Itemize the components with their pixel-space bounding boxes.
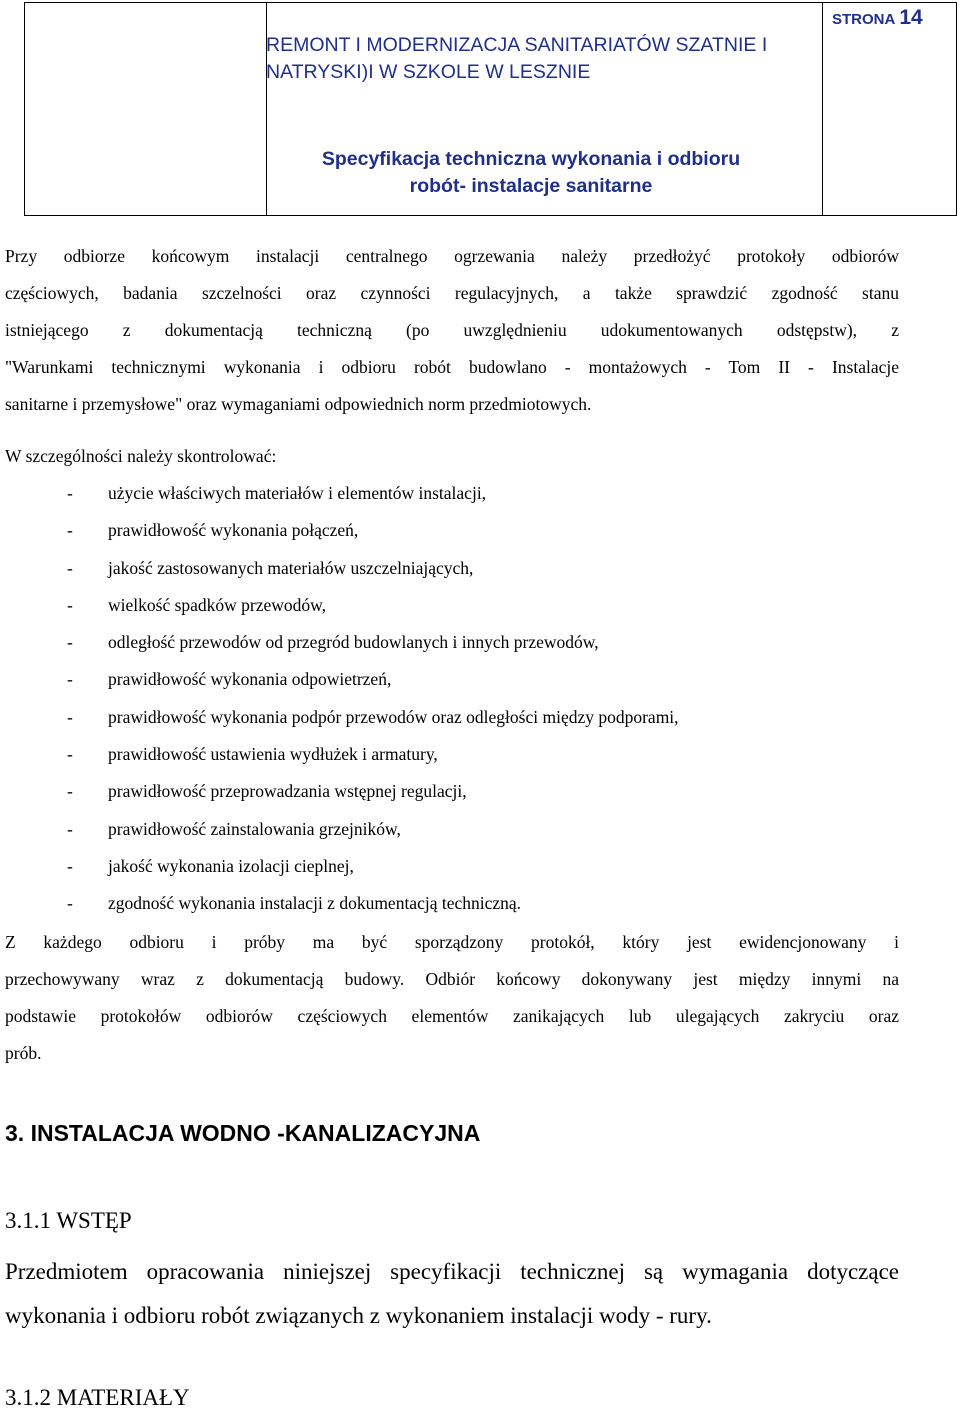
section-heading: 3. INSTALACJA WODNO -KANALIZACYJNA xyxy=(5,1120,481,1146)
list-item xyxy=(0,512,900,549)
list-item xyxy=(0,587,900,624)
text-line: prób. xyxy=(5,1043,42,1063)
paragraph-scope xyxy=(5,1250,899,1338)
list-item-text: prawidłowość wykonania odpowietrzeń, xyxy=(108,669,392,690)
list-dash: - xyxy=(67,520,73,541)
text-line: Z każdego odbioru i próby ma być sporządzony protokół, który jest ewidencjonowany i xyxy=(5,932,899,952)
text-line: istniejącego z dokumentacją techniczną (po uwzględnieniu udokumentowanych odstępstw), z xyxy=(5,320,899,340)
list-dash: - xyxy=(67,893,73,914)
list-item-text: prawidłowość wykonania podpór przewodów oraz odległości między podporami, xyxy=(108,706,679,727)
text-line: wykonania i odbioru robót związanych z wykonaniem instalacji wody - rury. xyxy=(5,1303,712,1328)
list-dash: - xyxy=(67,632,73,653)
list-dash: - xyxy=(67,781,73,802)
list-dash: - xyxy=(67,818,73,839)
header-divider-right xyxy=(822,3,823,215)
list-item-text: prawidłowość ustawienia wydłużek i armatury, xyxy=(108,744,438,765)
list-dash: - xyxy=(67,855,73,876)
list-item-text: prawidłowość przeprowadzania wstępnej regulacji, xyxy=(108,781,467,802)
text-line: podstawie protokołów odbiorów częściowych elementów zanikających lub ulegających zakryciu oraz xyxy=(5,1006,899,1026)
project-title: REMONT I MODERNIZACJA SANITARIATÓW SZATNIE I NATRYSKI)I W SZKOLE W LESZNIE xyxy=(266,34,768,83)
list-item xyxy=(0,773,900,810)
list-dash: - xyxy=(67,483,73,503)
list-item xyxy=(0,475,900,512)
list-dash: - xyxy=(67,557,73,578)
list-item xyxy=(0,699,900,736)
list-item xyxy=(0,624,900,661)
list-item xyxy=(0,736,900,773)
text-line: częściowych, badania szczelności oraz czynności regulacyjnych, a także sprawdzić zgodność stanu xyxy=(5,283,899,303)
list-item-text: jakość wykonania izolacji cieplnej, xyxy=(108,855,354,876)
page-number-box xyxy=(832,6,952,30)
subsection-heading-intro: 3.1.1 WSTĘP xyxy=(5,1208,132,1233)
text-line: Przy odbiorze końcowym instalacji centralnego ogrzewania należy przedłożyć protokoły odbiorów xyxy=(5,246,899,266)
list-item-text: jakość zastosowanych materiałów uszczelniających, xyxy=(108,557,474,578)
list-item-text: odległość przewodów od przegród budowlanych i innych przewodów, xyxy=(108,632,599,653)
document-subtitle: Specyfikacja techniczna wykonania i odbioru robót- instalacje sanitarne xyxy=(321,148,741,197)
page-number: 14 xyxy=(899,6,923,29)
list-item-text: prawidłowość zainstalowania grzejników, xyxy=(108,818,401,839)
list-item-text: użycie właściwych materiałów i elementów instalacji, xyxy=(108,483,487,503)
text-line: przechowywany wraz z dokumentacją budowy. Odbiór końcowy dokonywany jest między innymi na xyxy=(5,969,899,989)
paragraph-final-acceptance xyxy=(5,238,899,423)
text-line: "Warunkami technicznymi wykonania i odbioru robót budowlano - montażowych - Tom II - Instalacje xyxy=(5,357,899,377)
list-item xyxy=(0,811,900,848)
list-dash: - xyxy=(67,744,73,765)
list-item xyxy=(0,848,900,885)
list-dash: - xyxy=(67,669,73,690)
page-label: STRONA xyxy=(832,11,896,28)
list-item xyxy=(0,550,900,587)
subsection-heading-materials: 3.1.2 MATERIAŁY xyxy=(5,1385,190,1410)
list-item-text: prawidłowość wykonania połączeń, xyxy=(108,520,359,541)
list-item-text: zgodność wykonania instalacji z dokumentacją techniczną. xyxy=(108,893,522,914)
paragraph-protocol xyxy=(5,924,899,1072)
list-item xyxy=(0,661,900,698)
list-item xyxy=(0,885,900,922)
list-dash: - xyxy=(67,594,73,615)
list-item-text: wielkość spadków przewodów, xyxy=(108,594,327,615)
paragraph-check-intro: W szczególności należy skontrolować: xyxy=(5,446,277,466)
text-line: sanitarne i przemysłowe" oraz wymaganiami odpowiednich norm przedmiotowych. xyxy=(5,394,592,414)
list-dash: - xyxy=(67,706,73,727)
text-line: Przedmiotem opracowania niniejszej specyfikacji technicznej są wymagania dotyczące xyxy=(5,1259,899,1284)
inspection-list xyxy=(0,475,900,923)
